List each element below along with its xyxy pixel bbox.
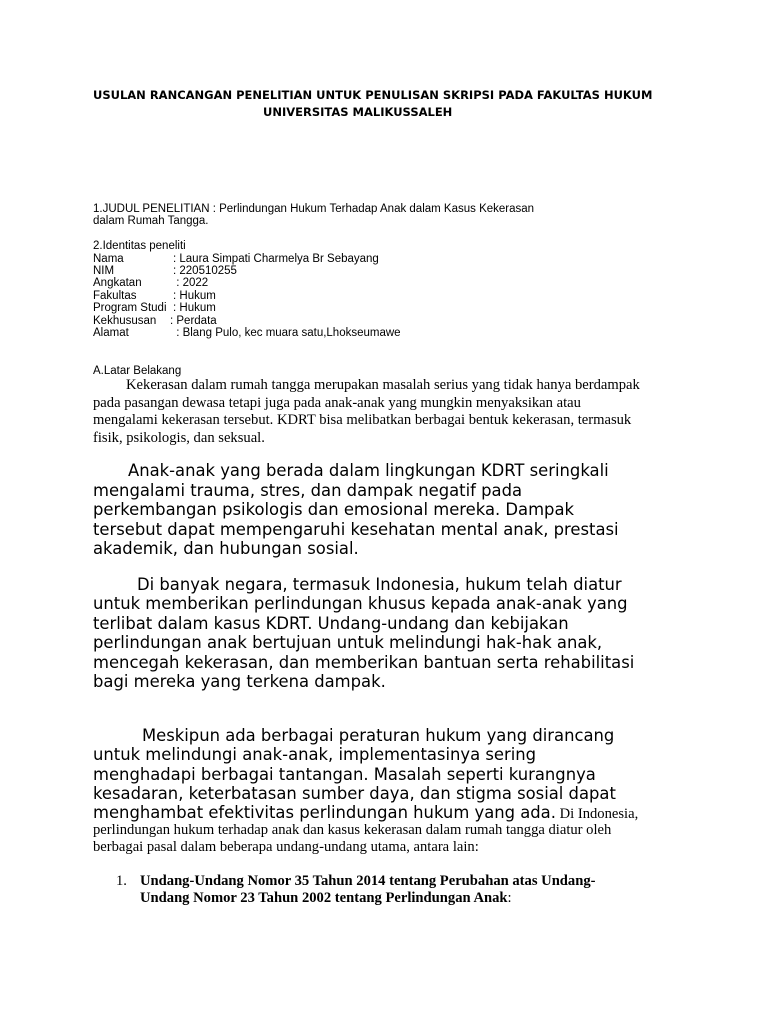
identitas-label: Fakultas xyxy=(93,290,137,302)
latar-belakang-heading: A.Latar Belakang xyxy=(93,365,182,377)
paragraph-4-tail: Di Indonesia, xyxy=(555,806,639,822)
list-item-line-2 xyxy=(140,889,512,907)
list-item-line: Undang Nomor 23 Tahun 2002 tentang Perlindungan Anak xyxy=(140,890,508,906)
identitas-label: Program Studi xyxy=(93,302,167,314)
paragraph-3-line: perlindungan anak bertujuan untuk melindungi hak-hak anak, xyxy=(93,633,603,652)
identitas-value: : 220510255 xyxy=(173,265,237,277)
paragraph-3-line: terlibat dalam kasus KDRT. Undang-undang dan kebijakan xyxy=(93,614,569,633)
paragraph-1-line: Kekerasan dalam rumah tangga merupakan masalah serius yang tidak hanya berdampak xyxy=(126,377,640,393)
judul-line-2: dalam Rumah Tangga. xyxy=(93,215,209,227)
identitas-label: Angkatan xyxy=(93,277,142,289)
paragraph-2-line: akademik, dan hubungan sosial. xyxy=(93,539,359,558)
identitas-label: NIM xyxy=(93,265,115,277)
list-number: 1. xyxy=(116,873,127,889)
paragraph-2-line: Anak-anak yang berada dalam lingkungan KDRT seringkali xyxy=(128,461,609,480)
identitas-value: : Perdata xyxy=(170,315,217,327)
paragraph-1-line: pada pasangan dewasa tetapi juga pada anak-anak yang mungkin menyaksikan atau xyxy=(93,395,581,411)
document-title-line-2: UNIVERSITAS MALIKUSSALEH xyxy=(263,105,453,119)
list-item-colon: : xyxy=(507,890,512,906)
paragraph-3-line: untuk memberikan perlindungan khusus kepada anak-anak yang xyxy=(93,594,628,613)
paragraph-4-line: menghambat efektivitas perlindungan hukum yang ada. xyxy=(93,803,556,822)
identitas-label: Nama xyxy=(93,253,124,265)
identitas-label: Alamat xyxy=(93,327,129,339)
identitas-value: : Laura Simpati Charmelya Br Sebayang xyxy=(173,253,379,265)
list-item-line: Undang-Undang Nomor 35 Tahun 2014 tentang Perubahan atas Undang- xyxy=(140,873,596,889)
paragraph-3-line: Di banyak negara, termasuk Indonesia, hukum telah diatur xyxy=(137,575,622,594)
paragraph-2-line: tersebut dapat mempengaruhi kesehatan mental anak, prestasi xyxy=(93,520,619,539)
identitas-value: : Blang Pulo, kec muara satu,Lhokseumawe xyxy=(173,327,401,339)
paragraph-1-line: fisik, psikologis, dan seksual. xyxy=(93,430,265,446)
paragraph-5-line: berbagai pasal dalam beberapa undang-undang utama, antara lain: xyxy=(93,839,479,855)
paragraph-4-line: menghadapi berbagai tantangan. Masalah seperti kurangnya xyxy=(93,765,596,784)
identitas-value: : Hukum xyxy=(173,290,216,302)
paragraph-5-line: perlindungan hukum terhadap anak dan kasus kekerasan dalam rumah tangga diatur oleh xyxy=(93,822,612,838)
identitas-heading: 2.Identitas peneliti xyxy=(93,240,186,252)
identitas-label: Kekhususan xyxy=(93,315,157,327)
identitas-value: : Hukum xyxy=(173,302,216,314)
paragraph-3-line: mencegah kekerasan, dan memberikan bantuan serta rehabilitasi xyxy=(93,653,635,672)
paragraph-4-line: Meskipun ada berbagai peraturan hukum yang dirancang xyxy=(142,726,615,745)
paragraph-2-line: mengalami trauma, stres, dan dampak negatif pada xyxy=(93,481,523,500)
paragraph-4-line: untuk melindungi anak-anak, implementasinya sering xyxy=(93,745,537,764)
paragraph-2-line: perkembangan psikologis dan emosional mereka. Dampak xyxy=(93,500,574,519)
paragraph-4-line: kesadaran, keterbatasan sumber daya, dan stigma sosial dapat xyxy=(93,784,616,803)
paragraph-3-line: bagi mereka yang terkena dampak. xyxy=(93,672,386,691)
identitas-value: : 2022 xyxy=(173,277,209,289)
document-title-line-1: USULAN RANCANGAN PENELITIAN UNTUK PENULISAN SKRIPSI PADA FAKULTAS HUKUM xyxy=(93,88,653,102)
paragraph-1-line: mengalami kekerasan tersebut. KDRT bisa melibatkan berbagai bentuk kekerasan, termasuk xyxy=(93,412,632,428)
judul-line-1: 1.JUDUL PENELITIAN : Perlindungan Hukum Terhadap Anak dalam Kasus Kekerasan xyxy=(93,203,535,215)
